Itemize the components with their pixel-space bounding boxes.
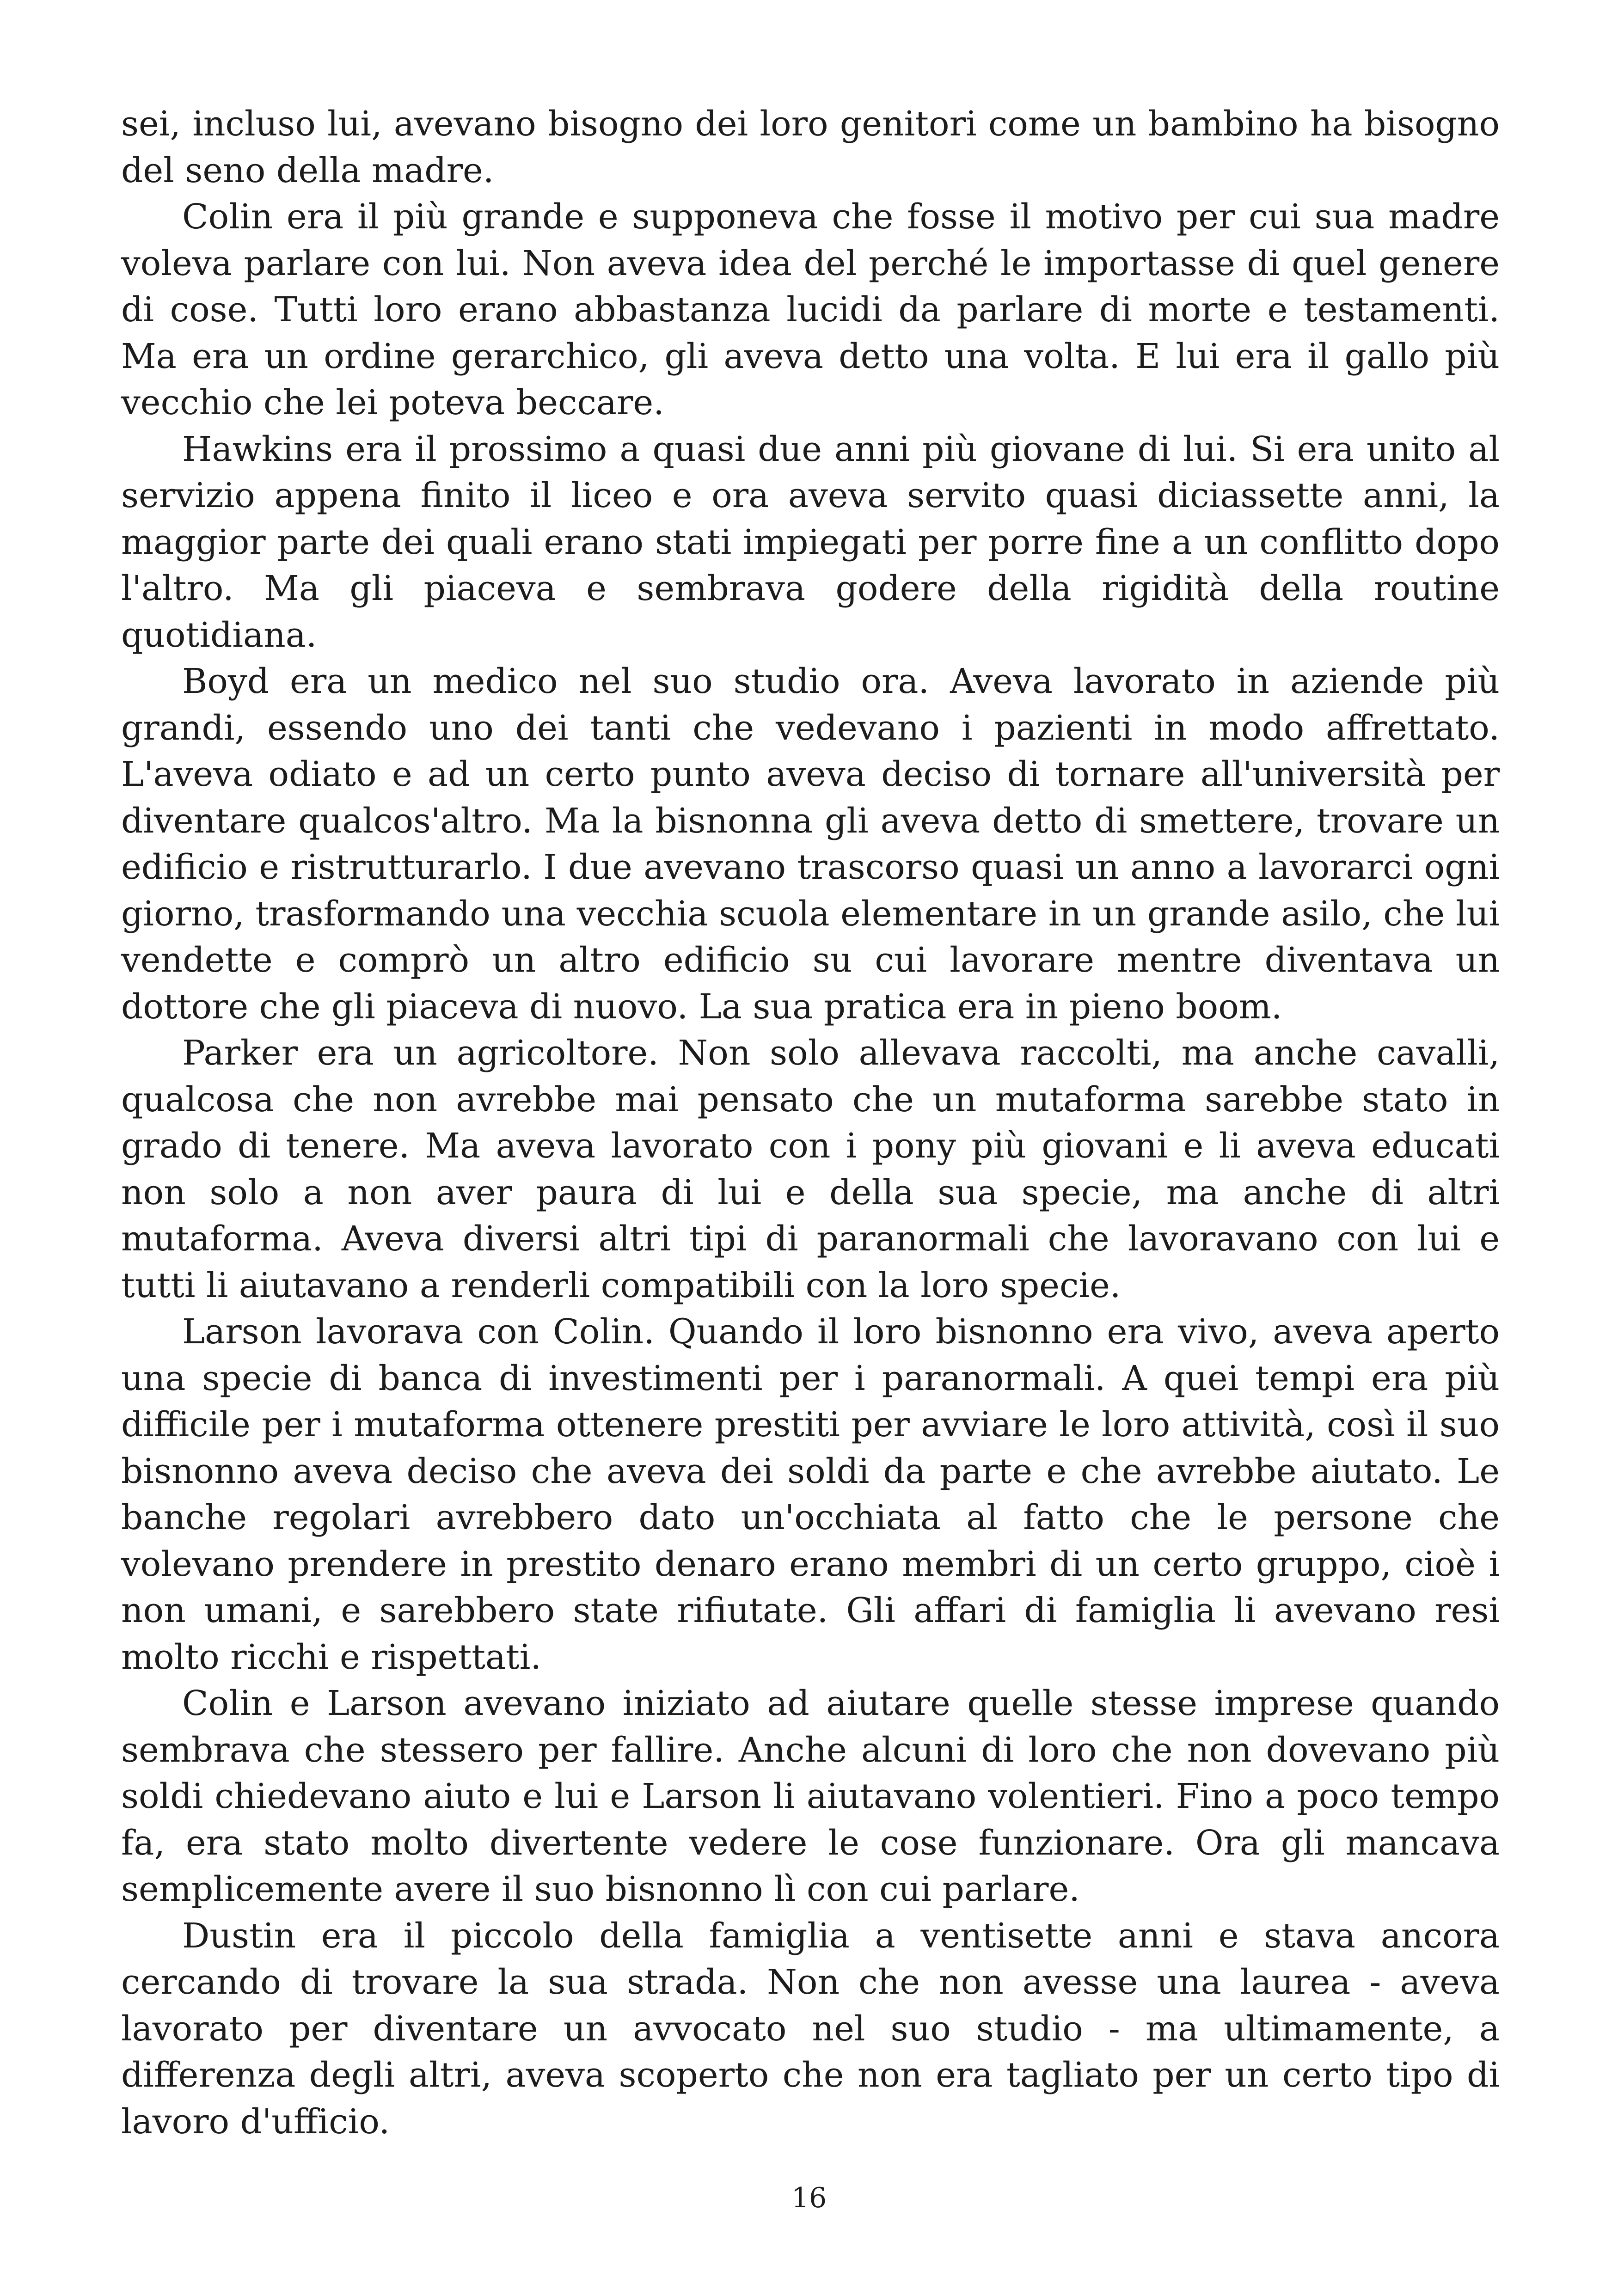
paragraph-colin-larson: Colin e Larson avevano iniziato ad aiutare quelle stesse imprese quando sembrava che stessero per fallire. Anche alcuni di loro che non dovevano più soldi chiedevano aiuto e lui e Larson li aiutavano volentieri. Fino a poco tempo fa, era stato molto divertente vedere le cose funzionare. Ora gli mancava semplicemente avere il suo bisnonno lì con cui parlare. <box>121 1684 1500 1909</box>
page-body <box>121 101 1500 2145</box>
page-number: 16 <box>791 2182 827 2214</box>
paragraph-hawkins: Hawkins era il prossimo a quasi due anni più giovane di lui. Si era unito al servizio appena finito il liceo e ora aveva servito quasi diciassette anni, la maggior parte dei quali erano stati impiegati per porre fine a un conflitto dopo l'altro. Ma gli piaceva e sembrava godere della rigidità della routine quotidiana. <box>121 429 1500 655</box>
paragraph-parker: Parker era un agricoltore. Non solo allevava raccolti, ma anche cavalli, qualcosa che non avrebbe mai pensato che un mutaforma sarebbe stato in grado di tenere. Ma aveva lavorato con i pony più giovani e li aveva educati non solo a non aver paura di lui e della sua specie, ma anche di altri mutaforma. Aveva diversi altri tipi di paranormali che lavoravano con lui e tutti li aiutavano a renderli compatibili con la loro specie. <box>121 1033 1500 1305</box>
paragraph-colin: Colin era il più grande e supponeva che fosse il motivo per cui sua madre voleva parlare con lui. Non aveva idea del perché le importasse di quel genere di cose. Tutti loro erano abbastanza lucidi da parlare di morte e testamenti. Ma era un ordine gerarchico, gli aveva detto una volta. E lui era il gallo più vecchio che lei poteva beccare. <box>121 197 1500 422</box>
paragraph-continued: sei, incluso lui, avevano bisogno dei loro genitori come un bambino ha bisogno del seno della madre. <box>121 104 1500 190</box>
paragraph-dustin: Dustin era il piccolo della famiglia a ventisette anni e stava ancora cercando di trovare la sua strada. Non che non avesse una laurea - aveva lavorato per diventare un avvocato nel suo studio - ma ultimamente, a differenza degli altri, aveva scoperto che non era tagliato per un certo tipo di lavoro d'ufficio. <box>121 1916 1500 2142</box>
paragraph-larson: Larson lavorava con Colin. Quando il loro bisnonno era vivo, aveva aperto una specie di banca di investimenti per i paranormali. A quei tempi era più difficile per i mutaforma ottenere prestiti per avviare le loro attività, così il suo bisnonno aveva deciso che aveva dei soldi da parte e che avrebbe aiutato. Le banche regolari avrebbero dato un'occhiata al fatto che le persone che volevano prendere in prestito denaro erano membri di un certo gruppo, cioè i non umani, e sarebbero state rifiutate. Gli affari di famiglia li avevano resi molto ricchi e rispettati. <box>121 1312 1500 1677</box>
paragraph-boyd: Boyd era un medico nel suo studio ora. Aveva lavorato in aziende più grandi, essendo uno dei tanti che vedevano i pazienti in modo affrettato. L'aveva odiato e ad un certo punto aveva deciso di tornare all'università per diventare qualcos'altro. Ma la bisnonna gli aveva detto di smettere, trovare un edificio e ristrutturarlo. I due avevano trascorso quasi un anno a lavorarci ogni giorno, trasformando una vecchia scuola elementare in un grande asilo, che lui vendette e comprò un altro edificio su cui lavorare mentre diventava un dottore che gli piaceva di nuovo. La sua pratica era in pieno boom. <box>121 661 1500 1027</box>
